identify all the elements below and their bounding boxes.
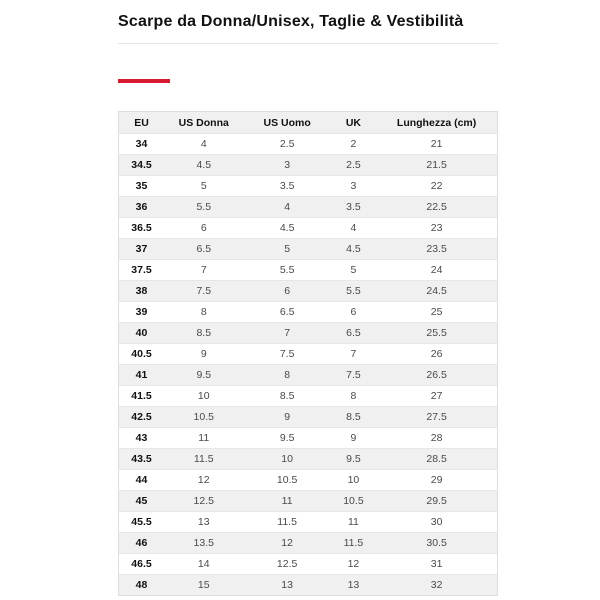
table-cell: 36: [119, 197, 164, 218]
table-cell: 5.5: [331, 281, 376, 302]
header-cell-eu: EU: [119, 112, 164, 134]
table-cell: 40.5: [119, 344, 164, 365]
table-cell: 6: [164, 218, 244, 239]
table-row: [119, 512, 498, 533]
table-cell: 9: [164, 344, 244, 365]
table-cell: 9: [244, 407, 331, 428]
header-cell-uk: UK: [331, 112, 376, 134]
table-cell: 11.5: [244, 512, 331, 533]
table-cell: 24: [376, 260, 497, 281]
table-cell: 34: [119, 134, 164, 155]
table-cell: 23.5: [376, 239, 497, 260]
table-cell: 2.5: [331, 155, 376, 176]
table-cell: 28.5: [376, 449, 497, 470]
table-cell: 29.5: [376, 491, 497, 512]
size-table-header: [119, 112, 498, 134]
header-cell-lunghezza: Lunghezza (cm): [376, 112, 497, 134]
table-cell: 32: [430, 579, 443, 591]
table-cell: 11.5: [164, 449, 244, 470]
table-row: [119, 533, 498, 554]
table-cell: 9: [331, 428, 376, 449]
table-cell: 27.5: [376, 407, 497, 428]
table-cell: 8.5: [331, 407, 376, 428]
table-cell: 5.5: [164, 197, 244, 218]
table-row: [119, 407, 498, 428]
table-cell: 12: [331, 554, 376, 575]
table-cell: 46: [119, 533, 164, 554]
table-row: [119, 554, 498, 575]
table-row: [119, 470, 498, 491]
table-cell: 6: [331, 302, 376, 323]
table-cell: 10: [164, 386, 244, 407]
table-cell: 36.5: [119, 218, 164, 239]
table-cell: 40: [119, 323, 164, 344]
table-cell: 21.5: [376, 155, 497, 176]
table-cell: 21: [376, 134, 497, 155]
table-cell: 44: [119, 470, 164, 491]
table-cell: 6: [244, 281, 331, 302]
table-cell: 12.5: [164, 491, 244, 512]
table-cell: 35: [119, 176, 164, 197]
table-cell: 43: [119, 428, 164, 449]
table-cell: 38: [119, 281, 164, 302]
table-cell: 4.5: [244, 218, 331, 239]
table-cell: 26.5: [376, 365, 497, 386]
table-cell: 2.5: [244, 134, 331, 155]
table-row: [119, 344, 498, 365]
table-cell: 12.5: [244, 554, 331, 575]
table-cell: 10.5: [331, 491, 376, 512]
table-row: [119, 449, 498, 470]
table-cell: 7.5: [164, 281, 244, 302]
table-cell: 4: [331, 218, 376, 239]
table-row: [119, 260, 498, 281]
table-cell: 11: [244, 491, 331, 512]
table-row: [119, 323, 498, 344]
table-cell: 12: [244, 533, 331, 554]
table-cell: 37: [119, 239, 164, 260]
table-cell: 31: [376, 554, 497, 575]
table-cell: 27: [376, 386, 497, 407]
header-row: [119, 112, 498, 134]
table-row: [119, 491, 498, 512]
table-cell: 24.5: [376, 281, 497, 302]
table-cell: 42.5: [119, 407, 164, 428]
table-cell: 6.5: [331, 323, 376, 344]
table-cell: 22: [376, 176, 497, 197]
table-cell: 3.5: [331, 197, 376, 218]
table-cell: 25.5: [376, 323, 497, 344]
table-cell: 4.5: [164, 155, 244, 176]
table-cell: 4: [164, 134, 244, 155]
table-row: [119, 428, 498, 449]
table-cell: 3.5: [244, 176, 331, 197]
table-cell: 7: [331, 344, 376, 365]
table-cell: 9.5: [164, 365, 244, 386]
table-cell: 6.5: [164, 239, 244, 260]
table-cell: 8: [244, 365, 331, 386]
table-cell: 30.5: [376, 533, 497, 554]
title-divider: [118, 43, 498, 44]
table-cell: 7: [244, 323, 331, 344]
table-cell: 9.5: [244, 428, 331, 449]
table-cell: 45: [119, 491, 164, 512]
table-cell: 7.5: [331, 365, 376, 386]
table-cell: 10.5: [244, 470, 331, 491]
table-cell: 48: [135, 579, 148, 591]
table-cell: 13: [164, 512, 244, 533]
header-cell-us-donna: US Donna: [164, 112, 244, 134]
table-cell: 45.5: [119, 512, 164, 533]
table-cell: 8: [331, 386, 376, 407]
accent-bar: [118, 79, 170, 83]
table-cell: 10: [331, 470, 376, 491]
table-cell: 11: [164, 428, 244, 449]
table-cell: 5: [331, 260, 376, 281]
table-cell: 4.5: [331, 239, 376, 260]
table-row: [119, 575, 498, 596]
table-row: [119, 155, 498, 176]
table-cell: 3: [331, 176, 376, 197]
table-cell: 13.5: [164, 533, 244, 554]
table-cell: 10.5: [164, 407, 244, 428]
table-cell: 43.5: [119, 449, 164, 470]
table-cell: 30: [376, 512, 497, 533]
table-row: [119, 239, 498, 260]
table-cell: 37.5: [119, 260, 164, 281]
table-cell: 14: [164, 554, 244, 575]
table-cell: 2: [331, 134, 376, 155]
table-cell: 8: [164, 302, 244, 323]
table-cell: 28: [376, 428, 497, 449]
table-cell: 41: [119, 365, 164, 386]
table-cell: 12: [164, 470, 244, 491]
size-table: [118, 111, 498, 596]
table-row: [119, 365, 498, 386]
size-table-body: [119, 134, 498, 596]
table-cell: 7: [164, 260, 244, 281]
header-cell-us-uomo: US Uomo: [244, 112, 331, 134]
table-cell: 23: [376, 218, 497, 239]
table-row: [119, 197, 498, 218]
table-cell: 26: [376, 344, 497, 365]
size-guide-panel: [118, 0, 498, 596]
table-cell: 6.5: [244, 302, 331, 323]
table-cell: 10: [244, 449, 331, 470]
table-row: [119, 386, 498, 407]
table-row: [119, 176, 498, 197]
table-cell: 11.5: [331, 533, 376, 554]
table-cell: 4: [244, 197, 331, 218]
page-title: Scarpe da Donna/Unisex, Taglie & Vestibilità: [118, 13, 464, 30]
table-cell: 3: [244, 155, 331, 176]
table-cell: 15: [197, 579, 210, 591]
table-cell: 46.5: [119, 554, 164, 575]
table-cell: 29: [376, 470, 497, 491]
table-cell: 22.5: [376, 197, 497, 218]
table-cell: 39: [119, 302, 164, 323]
table-cell: 5: [164, 176, 244, 197]
table-row: [119, 134, 498, 155]
table-cell: 8.5: [164, 323, 244, 344]
table-cell: 7.5: [244, 344, 331, 365]
table-cell: 11: [331, 512, 376, 533]
table-cell: 13: [281, 579, 293, 591]
table-cell: 8.5: [244, 386, 331, 407]
table-cell: 34.5: [119, 155, 164, 176]
table-cell: 25: [376, 302, 497, 323]
table-cell: 41.5: [119, 386, 164, 407]
table-row: [119, 218, 498, 239]
table-cell: 5.5: [244, 260, 331, 281]
table-cell: 5: [244, 239, 331, 260]
table-row: [119, 281, 498, 302]
table-cell: 9.5: [331, 449, 376, 470]
table-cell: 13: [347, 579, 360, 591]
table-row: [119, 302, 498, 323]
